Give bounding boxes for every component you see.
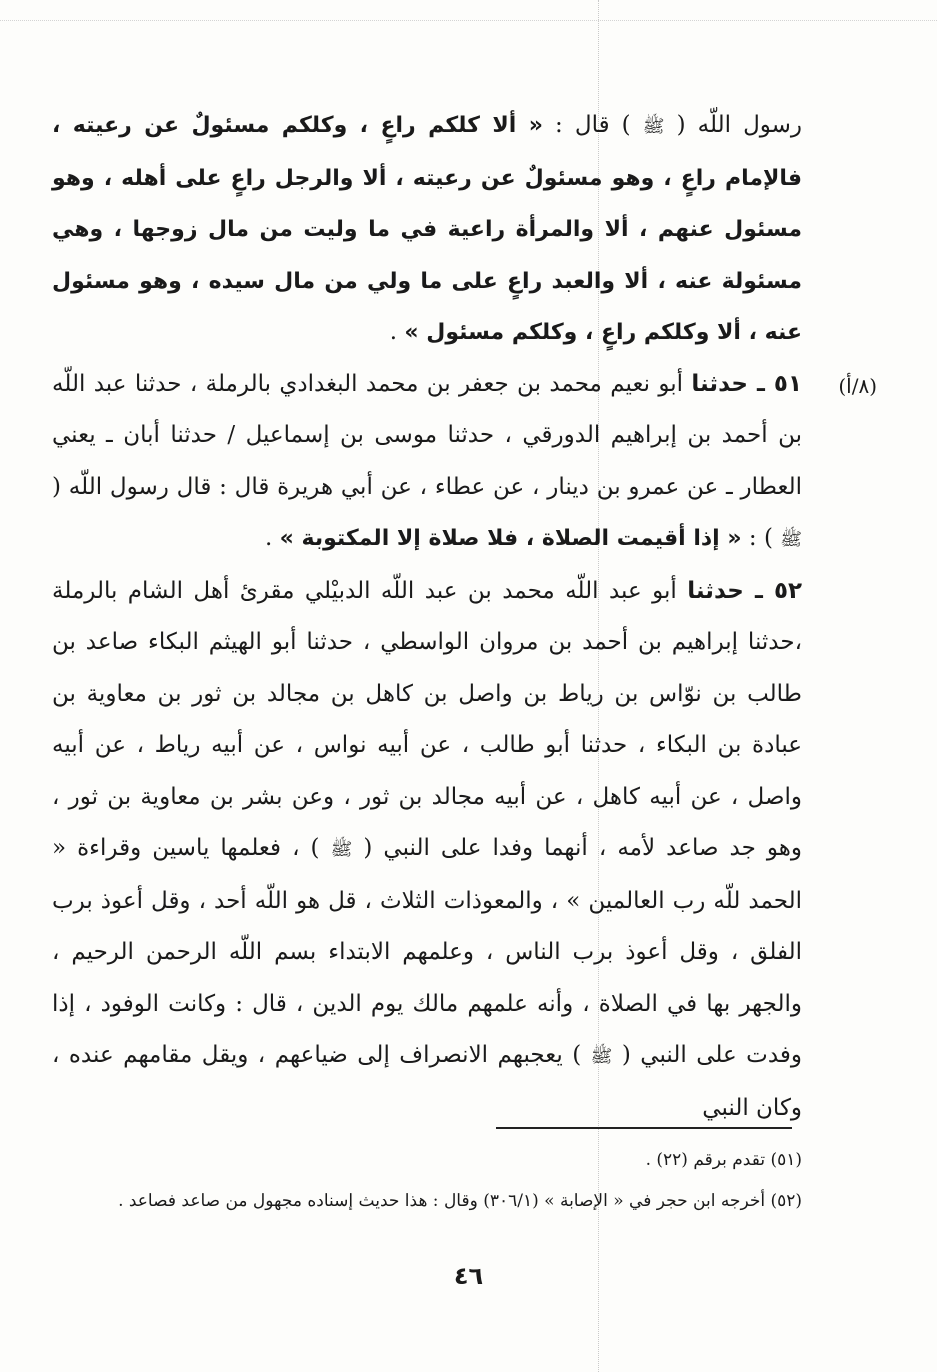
hadith-number-52: ٥٢ ـ حدثنا [687, 577, 803, 604]
hadith-quote: « إذا أقيمت الصلاة ، فلا صلاة إلا المكتوبة » [279, 526, 742, 551]
paragraph-intro [52, 100, 802, 359]
hadith-quote: « ألا كلكم راعٍ ، وكلكم مسئولٌ عن رعيته ، فالإمام راعٍ ، وهو مسئولٌ عن رعيته ، ألا والرجل راعٍ على أهله ، وهو مسئول عنهم ، ألا والمرأة راعية في ما وليت من مال زوجها ، وهي مسئولة عنه ، ألا والعبد راعٍ على ما ولي من مال سيده ، وهو مسئول عنه ، ألا وكلكم راعٍ ، وكلكم مسئول » [52, 113, 802, 345]
text-run: أبو عبد اللّه محمد بن عبد اللّه الدبيْلي مقرئ أهل الشام بالرملة ،حدثنا إبراهيم بن أحمد بن مروان الواسطي ، حدثنا أبو الهيثم البكاء صاعد بن طالب بن نوّاس بن رياط بن واصل بن كاهل بن مجالد بن ثور بن معاوية بن عبادة بن البكاء ، حدثنا أبو طالب ، عن أبيه نواس ، عن أبيه رياط ، عن أبيه واصل ، عن أبيه كاهل ، عن أبيه مجالد بن ثور ، وعن بشر بن معاوية بن ثور ، وهو جد صاعد لأمه ، أنهما وفدا على النبي ( [52, 577, 803, 861]
paragraph-51 [52, 359, 802, 566]
text-run: . [389, 319, 398, 345]
text-run: ) ، فعلمها ياسين وقراءة « الحمد للّه رب العالمين » ، والمعوذات الثلاث ، قل هو اللّه أحد ، وقل أعوذ برب الفلق ، وقل أعوذ برب الناس ، وعلمهم الابتداء بسم اللّه الرحمن الرحيم ، والجهر بها في الصلاة ، وأنه علمهم مالك يوم الدين ، قال : وكانت الوفود ، إذا وفدت على النبي ( [52, 835, 803, 1068]
text-run: أبو نعيم محمد بن جعفر بن محمد البغدادي بالرملة ، حدثنا عبد اللّه بن أحمد بن إبراهيم الدورقي ، حدثنا موسى بن إسماعيل / حدثنا أبان ـ يعني العطار ـ عن عمرو بن دينار ، عن عطاء ، عن أبي هريرة قال : قال رسول اللّه ( [52, 370, 802, 500]
honorific-glyph: ﷺ [330, 839, 353, 860]
text-run: رسول اللّه ( [676, 112, 803, 138]
text-run: ) يعجبهم الانصراف إلى ضياعهم ، ويقل مقامهم عنده ، وكان النبي [52, 1042, 802, 1121]
scan-guide-line-top [0, 20, 937, 21]
page-number: ٤٦ [453, 1262, 484, 1290]
text-run: ) : [748, 525, 773, 551]
footnote-divider [496, 1127, 792, 1129]
text-run: ) قال : [555, 112, 631, 138]
honorific-glyph: ﷺ [590, 1046, 613, 1067]
honorific-glyph: ﷺ [642, 116, 665, 137]
text-run: . [265, 525, 273, 551]
paragraph-52 [52, 566, 802, 1135]
footnotes [52, 1140, 802, 1222]
hadith-number-51: ٥١ ـ حدثنا [691, 370, 802, 397]
footnote-52: (٥٢) أخرجه ابن حجر في « الإصابة » (٣٠٦/١) وقال : هذا حديث إسناده مجهول من صاعد فصاعد . [118, 1191, 802, 1211]
margin-note: (٨/أ) [838, 374, 877, 398]
main-text [52, 100, 802, 1134]
footnote-51: (٥١) تقدم برقم (٢٢) . [645, 1150, 802, 1170]
honorific-glyph: ﷺ [780, 529, 802, 550]
